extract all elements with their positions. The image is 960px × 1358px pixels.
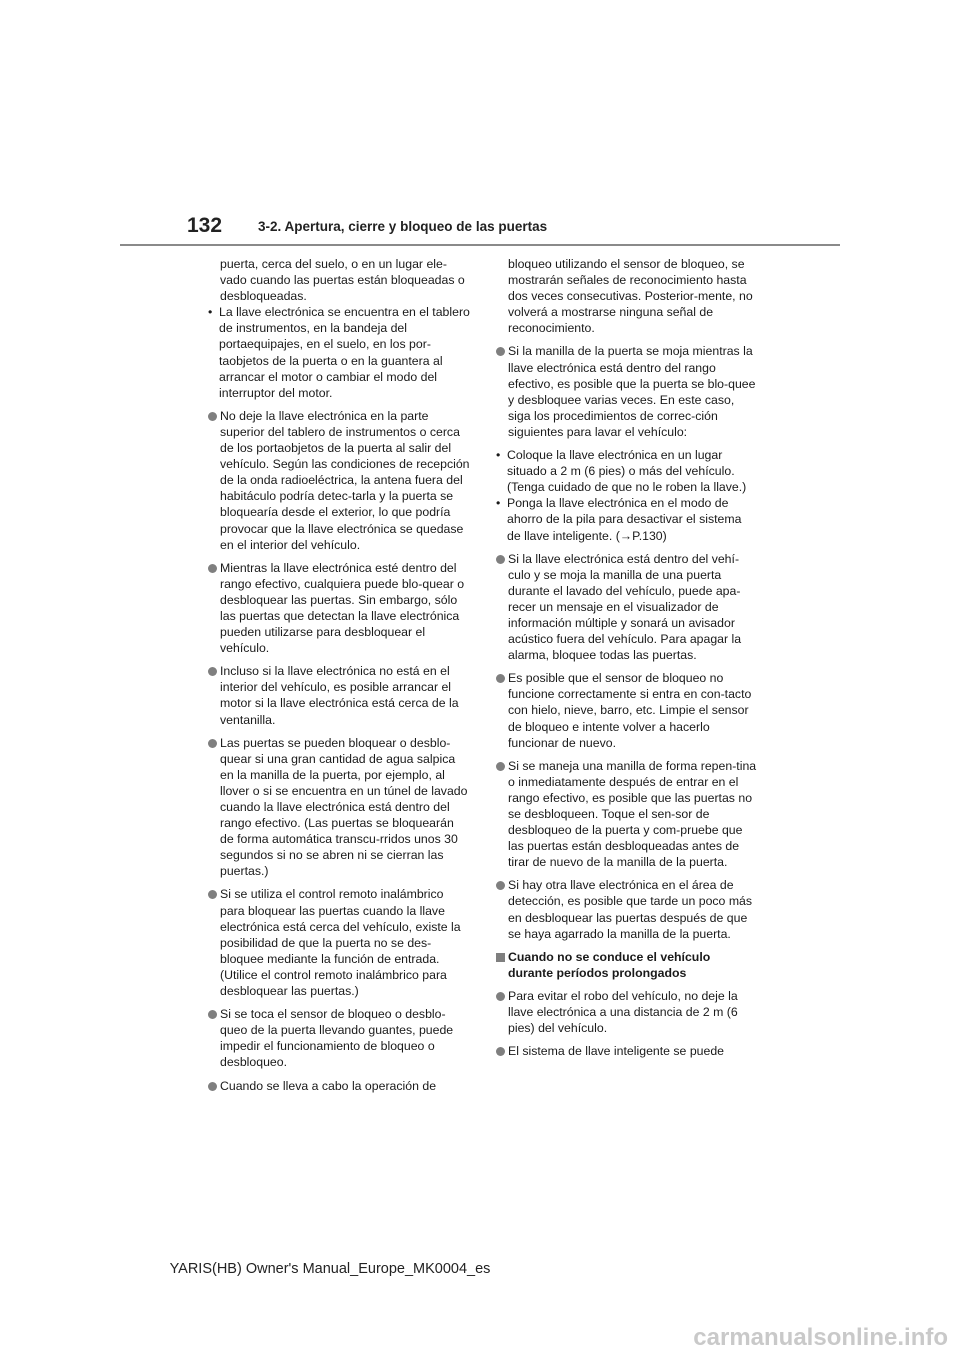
paragraph-text: Cuando se lleva a cabo la operación de — [220, 1078, 437, 1093]
paragraph-text: Incluso si la llave electrónica no está en el interior del vehículo, es posible arrancar el motor si la llave electrónica está cerca de la ventanilla. — [220, 664, 459, 727]
bullet-circle-icon — [496, 992, 505, 1001]
bullet-circle-icon — [208, 739, 217, 748]
continued-paragraph — [208, 256, 470, 304]
sub-list-item — [496, 447, 758, 495]
paragraph-text: bloqueo utilizando el sensor de bloqueo, se mostrarán señales de reconocimiento hasta dos veces consecutivas. Posterior-mente, no volverá a mostrarse ninguna señal de reconocimiento. — [508, 257, 753, 336]
right-column — [496, 256, 758, 1066]
watermark-logo: carmanualsonline.info — [693, 1324, 948, 1351]
bullet-circle-icon — [208, 1010, 217, 1019]
sub-list-item-text: Coloque la llave electrónica en un lugar situado a 2 m (6 pies) o más del vehículo. (Tenga cuidado de que no le roben la llave.) — [507, 448, 747, 495]
paragraph-text: No deje la llave electrónica en la parte superior del tablero de instrumentos o cerca de los portaobjetos de la puerta al salir del vehículo. Según las condiciones de recepción de la onda radioeléctrica, la antena fuera del habitáculo podría detec-tarla y la puerta se bloquearía desde el exterior, lo que podría provocar que la llave electrónica se quedase en el interior del vehículo. — [220, 408, 470, 552]
sub-list-item-body — [496, 495, 758, 543]
sub-list-item — [208, 304, 470, 401]
sub-list-item-body — [208, 304, 470, 401]
paragraph-text: Si se utiliza el control remoto inalámbrico para bloquear las puertas cuando la llave electrónica está cerca del vehículo, existe la posibilidad de que la puerta no se des-bloquee mediante la función de entrada. (Utilice el control remoto inalámbrico para desbloquear las puertas.) — [220, 887, 461, 999]
bullet-circle-icon — [496, 674, 505, 683]
section-title: 3-2. Apertura, cierre y bloqueo de las puertas — [258, 219, 548, 234]
paragraph-text: Para evitar el robo del vehículo, no deje la llave electrónica a una distancia de 2 m (6 pies) del vehículo. — [508, 988, 738, 1036]
bullet-circle-icon — [208, 564, 217, 573]
subsection-heading — [496, 949, 758, 981]
sub-list-item-text: Ponga la llave electrónica en el modo de ahorro de la pila para desactivar el sistema de llave inteligente. (→P.130) — [507, 496, 742, 543]
sub-bullet-dot: • — [208, 305, 213, 320]
subsection-heading-text: Cuando no se conduce el vehículo durante períodos prolongados — [508, 949, 711, 980]
bullet-paragraph — [496, 758, 758, 871]
sub-list-item — [496, 495, 758, 543]
bullet-circle-icon — [208, 890, 217, 899]
bullet-paragraph — [208, 886, 470, 999]
paragraph-text: El sistema de llave inteligente se puede — [508, 1044, 725, 1059]
footer-manual-id: YARIS(HB) Owner's Manual_Europe_MK0004_es — [169, 1261, 491, 1277]
continued-paragraph — [496, 256, 758, 336]
header-divider — [120, 244, 840, 246]
sub-list-item-text: La llave electrónica se encuentra en el tablero de instrumentos, en la bandeja del portaequipajes, en el suelo, en los por-taobjetos de la puerta o en la guantera al arrancar el motor o cambiar el modo del interruptor del motor. — [219, 305, 470, 400]
bullet-paragraph — [208, 408, 470, 553]
paragraph-text: Si la llave electrónica está dentro del vehí-culo y se moja la manilla de una puerta durante el lavado del vehículo, puede apa-recer un mensaje en el visualizador de información múltiple y sonará un avisador acústico fuera del vehículo. Para apagar la alarma, bloquee todas las puertas. — [508, 551, 742, 663]
paragraph-text: Si hay otra llave electrónica en el área de detección, es posible que tarde un poco más en desbloquear las puertas después de que se haya agarrado la manilla de la puerta. — [508, 878, 753, 941]
sub-bullet-dot: • — [496, 496, 501, 511]
bullet-paragraph — [208, 1006, 470, 1070]
paragraph-text: Es posible que el sensor de bloqueo no funcione correctamente si entra en con-tacto con hielo, nieve, barro, etc. Limpie el sensor de bloqueo e intente volver a hacerlo funcionar de nuevo. — [508, 671, 752, 750]
bullet-paragraph — [496, 877, 758, 941]
bullet-paragraph — [496, 1043, 758, 1059]
bullet-circle-icon — [208, 412, 217, 421]
paragraph-text: Mientras la llave electrónica esté dentro del rango efectivo, cualquiera puede blo-quear o desbloquear las puertas. Sin embargo, sólo las puertas que detectan la llave electrónica pueden utilizarse para desbloquear el vehículo. — [220, 560, 465, 656]
bullet-circle-icon — [496, 1047, 505, 1056]
bullet-circle-icon — [496, 762, 505, 771]
bullet-paragraph — [496, 988, 758, 1036]
bullet-paragraph — [496, 551, 758, 664]
bullet-circle-icon — [208, 667, 217, 676]
bullet-circle-icon — [496, 881, 505, 890]
bullet-square-icon — [496, 953, 505, 962]
paragraph-text: puerta, cerca del suelo, o en un lugar ele-vado cuando las puertas están bloqueadas o desbloqueadas. — [220, 257, 465, 304]
page-number: 132 — [187, 214, 223, 237]
bullet-paragraph — [208, 735, 470, 880]
bullet-circle-icon — [496, 555, 505, 564]
paragraph-text: Las puertas se pueden bloquear o desblo-quear si una gran cantidad de agua salpica en la manilla de la puerta, por ejemplo, al llover o si se encuentra en un túnel de lavado cuando la llave electrónica está dentro del rango efectivo. (Las puertas se bloquearán de forma automática transcu-rridos unos 30 segundos si no se abren ni se cierran las puertas.) — [220, 735, 468, 879]
bullet-paragraph — [208, 1078, 470, 1094]
paragraph-text: Si se toca el sensor de bloqueo o desblo-queo de la puerta llevando guantes, puede impedir el funcionamiento de bloqueo o desbloqueo. — [220, 1007, 454, 1070]
bullet-paragraph — [208, 663, 470, 727]
sub-bullet-dot: • — [496, 448, 501, 463]
bullet-paragraph — [208, 560, 470, 657]
sub-list-item-body — [496, 447, 758, 495]
bullet-paragraph — [496, 670, 758, 750]
bullet-circle-icon — [496, 347, 505, 356]
paragraph-text: Si la manilla de la puerta se moja mientras la llave electrónica está dentro del rango efectivo, es posible que la puerta se blo-quee y desbloquee varias veces. En este caso, siga los procedimientos de correc-ción siguientes para lavar el vehículo: — [508, 344, 756, 439]
bullet-paragraph — [496, 343, 758, 440]
left-column — [208, 256, 470, 1101]
paragraph-text: Si se maneja una manilla de forma repen-tina o inmediatamente después de entrar en el rango efectivo, es posible que las puertas no se desbloqueen. Toque el sen-sor de desbloqueo de la puerta y com-pruebe que las puertas están desbloqueadas antes de tirar de nuevo de la manilla de la puerta. — [508, 758, 757, 870]
bullet-circle-icon — [208, 1082, 217, 1091]
